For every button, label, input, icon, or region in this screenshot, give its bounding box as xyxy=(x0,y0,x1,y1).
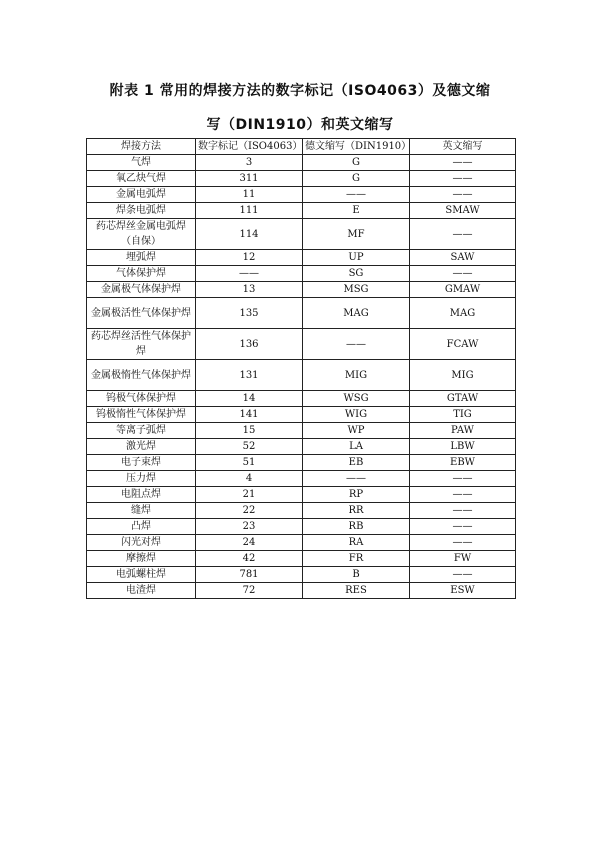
cell-din: LA xyxy=(303,439,410,455)
cell-din: UP xyxy=(303,250,410,266)
cell-english: PAW xyxy=(410,423,516,439)
cell-iso: 12 xyxy=(196,250,303,266)
cell-method: 金属极气体保护焊 xyxy=(87,282,196,298)
table-header-row xyxy=(87,139,516,155)
table-row xyxy=(87,171,516,187)
cell-method: 药芯焊丝活性气体保护焊 xyxy=(87,329,196,360)
cell-iso: 13 xyxy=(196,282,303,298)
table-row xyxy=(87,187,516,203)
table-row xyxy=(87,391,516,407)
cell-iso: 141 xyxy=(196,407,303,423)
table-row xyxy=(87,360,516,391)
cell-english: GTAW xyxy=(410,391,516,407)
cell-iso: 3 xyxy=(196,155,303,171)
table-row xyxy=(87,203,516,219)
table-row xyxy=(87,503,516,519)
cell-method: 压力焊 xyxy=(87,471,196,487)
cell-english: FCAW xyxy=(410,329,516,360)
cell-method: 缝焊 xyxy=(87,503,196,519)
cell-din: EB xyxy=(303,455,410,471)
cell-english: EBW xyxy=(410,455,516,471)
table-row xyxy=(87,155,516,171)
cell-method: 电子束焊 xyxy=(87,455,196,471)
cell-english: FW xyxy=(410,551,516,567)
cell-din: MF xyxy=(303,219,410,250)
header-din: 德文缩写（DIN1910） xyxy=(303,139,410,155)
cell-english: —— xyxy=(410,567,516,583)
cell-english: —— xyxy=(410,503,516,519)
cell-method: 闪光对焊 xyxy=(87,535,196,551)
cell-english: MIG xyxy=(410,360,516,391)
cell-iso: 135 xyxy=(196,298,303,329)
table-row xyxy=(87,567,516,583)
cell-iso: —— xyxy=(196,266,303,282)
header-method: 焊接方法 xyxy=(87,139,196,155)
table-title-line-2: 写（DIN1910）和英文缩写 xyxy=(206,117,394,133)
cell-din: RA xyxy=(303,535,410,551)
cell-english: —— xyxy=(410,219,516,250)
cell-din: B xyxy=(303,567,410,583)
cell-iso: 14 xyxy=(196,391,303,407)
cell-iso: 72 xyxy=(196,583,303,599)
cell-din: WSG xyxy=(303,391,410,407)
table-row xyxy=(87,455,516,471)
cell-method: 等离子弧焊 xyxy=(87,423,196,439)
cell-english: SMAW xyxy=(410,203,516,219)
table-row xyxy=(87,423,516,439)
cell-iso: 22 xyxy=(196,503,303,519)
cell-din: MAG xyxy=(303,298,410,329)
cell-method: 埋弧焊 xyxy=(87,250,196,266)
cell-english: SAW xyxy=(410,250,516,266)
cell-iso: 21 xyxy=(196,487,303,503)
cell-english: TIG xyxy=(410,407,516,423)
cell-method: 激光焊 xyxy=(87,439,196,455)
cell-english: —— xyxy=(410,155,516,171)
table-row xyxy=(87,439,516,455)
cell-din: E xyxy=(303,203,410,219)
cell-method: 凸焊 xyxy=(87,519,196,535)
table-row xyxy=(87,298,516,329)
cell-iso: 24 xyxy=(196,535,303,551)
header-english: 英文缩写 xyxy=(410,139,516,155)
cell-din: G xyxy=(303,171,410,187)
cell-iso: 15 xyxy=(196,423,303,439)
table-row xyxy=(87,329,516,360)
cell-din: FR xyxy=(303,551,410,567)
cell-english: —— xyxy=(410,471,516,487)
table-row xyxy=(87,487,516,503)
table-row xyxy=(87,282,516,298)
cell-din: SG xyxy=(303,266,410,282)
cell-iso: 23 xyxy=(196,519,303,535)
cell-din: RR xyxy=(303,503,410,519)
cell-din: RES xyxy=(303,583,410,599)
cell-method: 电阻点焊 xyxy=(87,487,196,503)
cell-din: —— xyxy=(303,471,410,487)
cell-din: WIG xyxy=(303,407,410,423)
table-row xyxy=(87,551,516,567)
welding-methods-table xyxy=(86,138,516,599)
cell-din: MIG xyxy=(303,360,410,391)
cell-iso: 136 xyxy=(196,329,303,360)
cell-iso: 311 xyxy=(196,171,303,187)
cell-english: —— xyxy=(410,171,516,187)
cell-english: —— xyxy=(410,487,516,503)
cell-din: RB xyxy=(303,519,410,535)
cell-method: 金属极活性气体保护焊 xyxy=(87,298,196,329)
table-row xyxy=(87,219,516,250)
cell-method: 氧乙炔气焊 xyxy=(87,171,196,187)
cell-english: LBW xyxy=(410,439,516,455)
cell-english: GMAW xyxy=(410,282,516,298)
cell-iso: 51 xyxy=(196,455,303,471)
cell-method: 金属电弧焊 xyxy=(87,187,196,203)
cell-iso: 4 xyxy=(196,471,303,487)
table-row xyxy=(87,250,516,266)
cell-method: 气焊 xyxy=(87,155,196,171)
cell-english: —— xyxy=(410,519,516,535)
cell-method: 药芯焊丝金属电弧焊（自保） xyxy=(87,219,196,250)
cell-english: ESW xyxy=(410,583,516,599)
cell-iso: 131 xyxy=(196,360,303,391)
cell-iso: 111 xyxy=(196,203,303,219)
cell-method: 钨极惰性气体保护焊 xyxy=(87,407,196,423)
cell-method: 气体保护焊 xyxy=(87,266,196,282)
cell-iso: 52 xyxy=(196,439,303,455)
cell-method: 焊条电弧焊 xyxy=(87,203,196,219)
cell-din: G xyxy=(303,155,410,171)
table-row xyxy=(87,519,516,535)
table-row xyxy=(87,407,516,423)
cell-din: —— xyxy=(303,187,410,203)
cell-method: 电渣焊 xyxy=(87,583,196,599)
table-row xyxy=(87,471,516,487)
cell-english: MAG xyxy=(410,298,516,329)
cell-iso: 42 xyxy=(196,551,303,567)
cell-iso: 114 xyxy=(196,219,303,250)
cell-iso: 781 xyxy=(196,567,303,583)
cell-method: 钨极气体保护焊 xyxy=(87,391,196,407)
cell-english: —— xyxy=(410,535,516,551)
cell-english: —— xyxy=(410,187,516,203)
cell-iso: 11 xyxy=(196,187,303,203)
header-iso: 数字标记（ISO4063） xyxy=(196,139,303,155)
table-row xyxy=(87,266,516,282)
table-title-line-1: 附表 1 常用的焊接方法的数字标记（ISO4063）及德文缩 xyxy=(109,83,491,99)
table-row xyxy=(87,535,516,551)
cell-method: 摩擦焊 xyxy=(87,551,196,567)
cell-method: 金属极惰性气体保护焊 xyxy=(87,360,196,391)
cell-din: —— xyxy=(303,329,410,360)
table-row xyxy=(87,583,516,599)
cell-din: WP xyxy=(303,423,410,439)
cell-din: RP xyxy=(303,487,410,503)
cell-din: MSG xyxy=(303,282,410,298)
cell-english: —— xyxy=(410,266,516,282)
cell-method: 电弧螺柱焊 xyxy=(87,567,196,583)
